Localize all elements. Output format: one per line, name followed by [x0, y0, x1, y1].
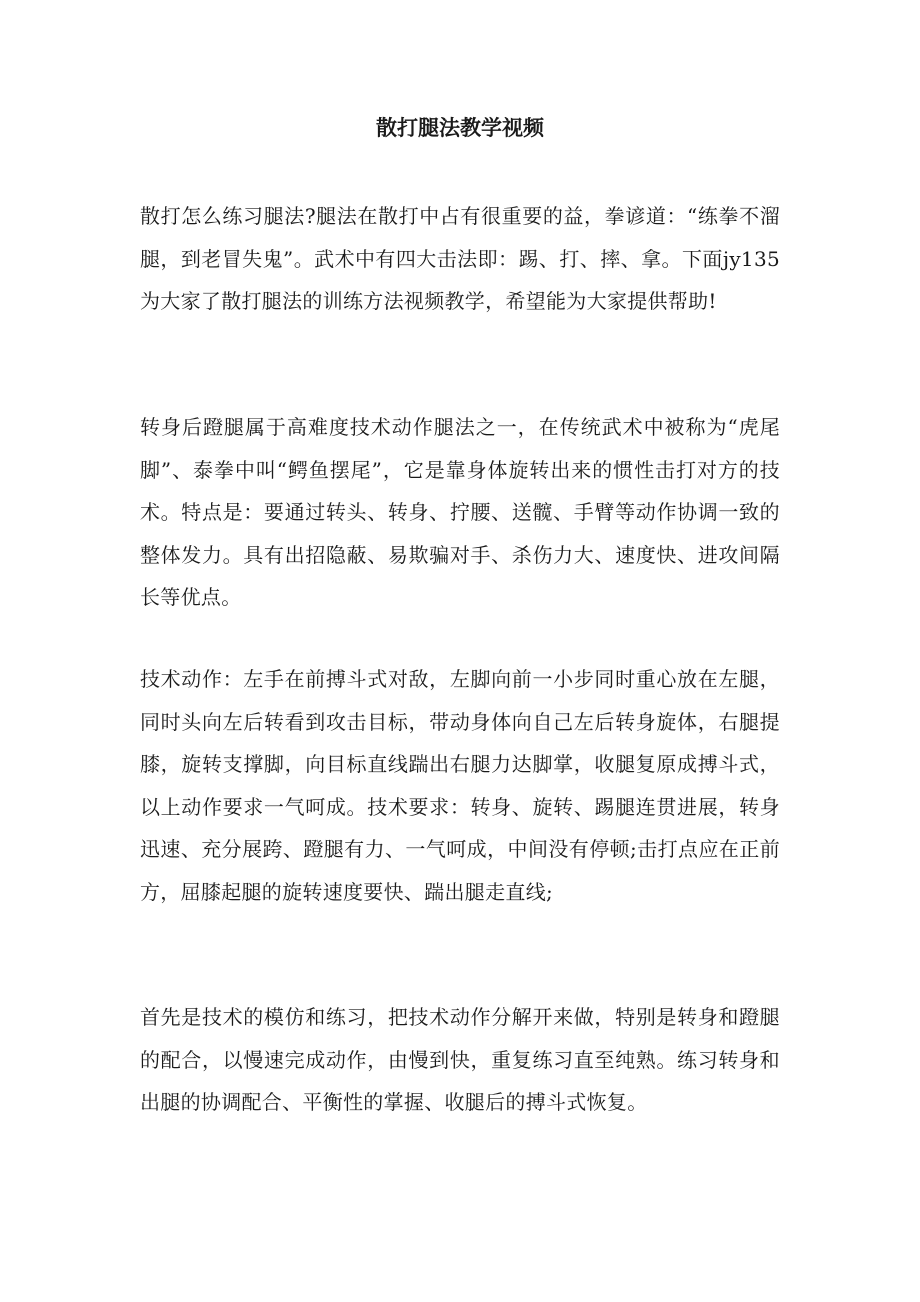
paragraph-spinning-back-kick: 转身后蹬腿属于高难度技术动作腿法之一，在传统武术中被称为“虎尾脚”、泰拳中叫“鳄鱼摆尾”，它是靠身体旋转出来的惯性击打对方的技术。特点是：要通过转头、转身、拧腰、送髋、手臂等动作协调一致的整体发力。具有出招隐蔽、易欺骗对手、杀伤力大、速度快、进攻间隔长等优点。	[140, 415, 780, 610]
paragraph-technique: 技术动作：左手在前搏斗式对敌，左脚向前一小步同时重心放在左腿，同时头向左后转看到攻击目标，带动身体向自己左后转身旋体，右腿提膝，旋转支撑脚，向目标直线踹出右腿力达脚掌，收腿复原成搏斗式，以上动作要求一气呵成。技术要求：转身、旋转、踢腿连贯进展，转身迅速、充分展跨、蹬腿有力、一气呵成，中间没有停顿;击打点应在正前方，屈膝起腿的旋转速度要快、踹出腿走直线;	[140, 667, 780, 904]
paragraph-practice: 首先是技术的模仿和练习，把技术动作分解开来做，特别是转身和蹬腿的配合，以慢速完成动作，由慢到快，重复练习直至纯熟。练习转身和出腿的协调配合、平衡性的掌握、收腿后的搏斗式恢复。	[140, 1005, 780, 1115]
document-title: 散打腿法教学视频	[376, 116, 544, 140]
paragraph-intro: 散打怎么练习腿法?腿法在散打中占有很重要的益，拳谚道：“练拳不溜腿，到老冒失鬼”。武术中有四大击法即：踢、打、摔、拿。下面jy135为大家了散打腿法的训练方法视频教学，希望能为大家提供帮助!	[140, 204, 780, 314]
